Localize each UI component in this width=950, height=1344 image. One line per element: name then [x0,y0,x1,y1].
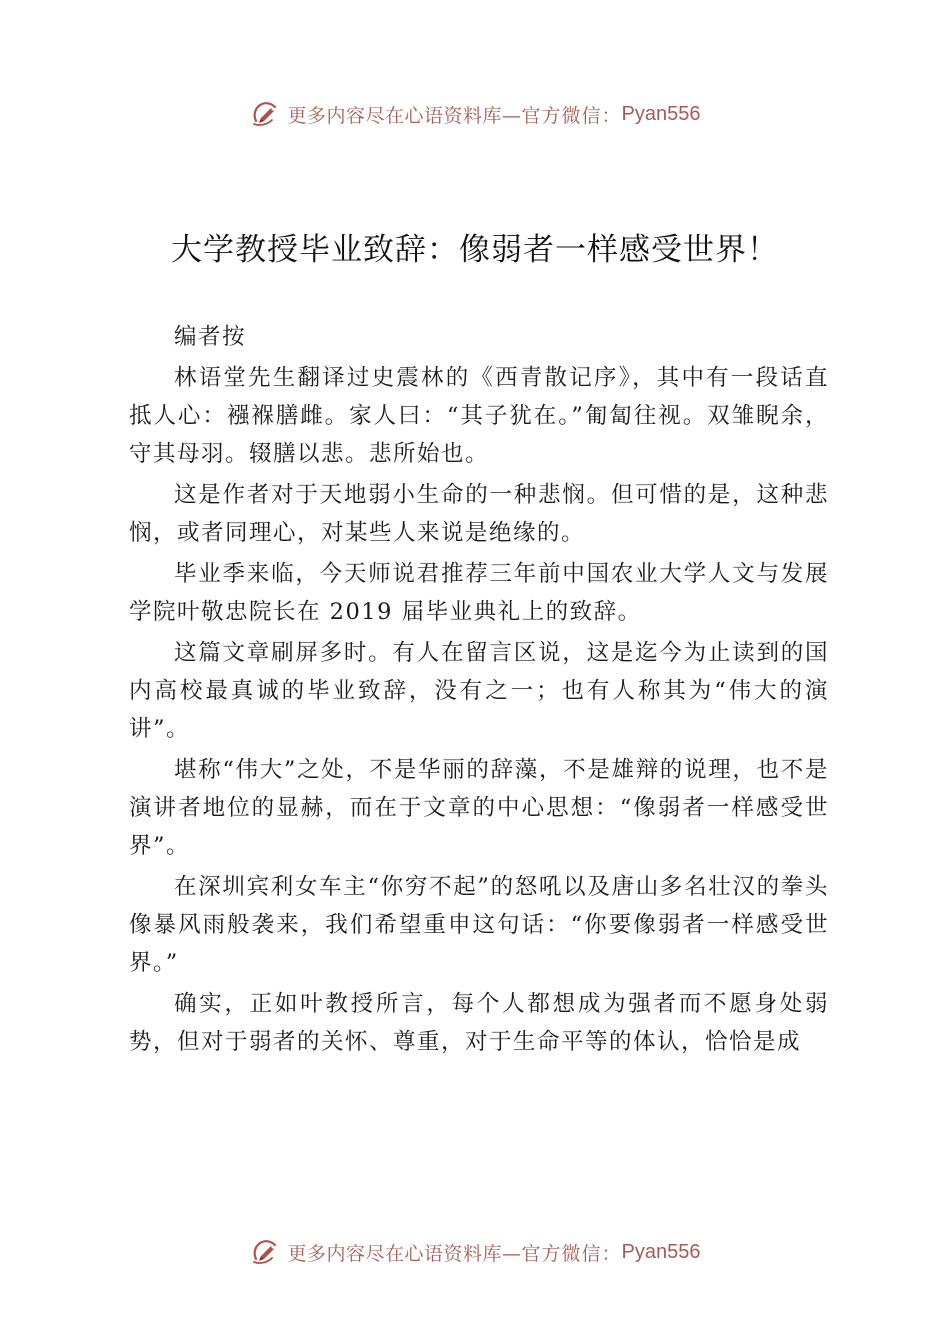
paragraph: 确实，正如叶教授所言，每个人都想成为强者而不愿身处弱势，但对于弱者的关怀、尊重，对于生命平等的体认，恰恰是成 [129,991,829,1055]
banner-wechat-id: Pyan556 [621,1240,701,1263]
paragraph: 编者按 [174,324,247,350]
banner-text: 更多内容尽在心语资料库— [287,1242,522,1265]
footer-watermark-banner [0,1232,950,1272]
paragraph: 堪称“伟大”之处，不是华丽的辞藻，不是雄辩的说理，也不是演讲者地位的显赫，而在于文章的中心思想：“像弱者一样感受世界”。 [129,757,829,859]
paragraph: 这篇文章刷屏多时。有人在留言区说，这是迄今为止读到的国内高校最真诚的毕业致辞，没有之一；也有人称其为“伟大的演讲”。 [129,640,829,742]
pen-nib-icon [250,1237,280,1267]
banner-wechat-label: 官方微信： [521,104,622,127]
pen-nib-icon [250,99,280,129]
document-title: 大学教授毕业致辞：像弱者一样感受世界！ [171,232,779,268]
banner-text: 更多内容尽在心语资料库— [287,104,522,127]
banner-wechat-label: 官方微信： [521,1242,622,1265]
paragraph: 这是作者对于天地弱小生命的一种悲悯。但可惜的是，这种悲悯，或者同理心，对某些人来说是绝缘的。 [129,482,829,546]
article-body [129,318,829,1064]
banner-wechat-id: Pyan556 [621,102,701,125]
paragraph: 林语堂先生翻译过史震林的《西青散记序》，其中有一段话直抵人心：襁褓膳雌。家人曰：“其子犹在。”匍匐往视。双雏睨余，守其母羽。辍膳以悲。悲所始也。 [129,365,829,467]
header-watermark-banner [0,94,950,134]
paragraph: 在深圳宾利女车主“你穷不起”的怒吼以及唐山多名壮汉的拳头像暴风雨般袭来，我们希望重申这句话：“你要像弱者一样感受世界。” [129,874,829,976]
paragraph: 毕业季来临，今天师说君推荐三年前中国农业大学人文与发展学院叶敬忠院长在 2019 届毕业典礼上的致辞。 [129,561,829,625]
